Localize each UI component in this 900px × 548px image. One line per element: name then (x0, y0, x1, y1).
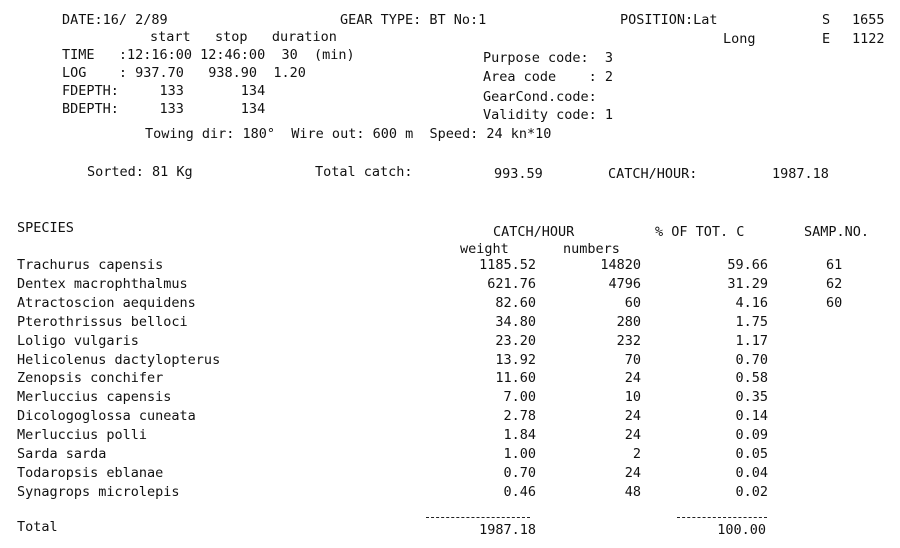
species-header: SPECIES (17, 220, 74, 236)
gear-type-label: GEAR TYPE: BT No:1 (340, 12, 487, 28)
species-name: Todaropsis eblanae (17, 464, 164, 481)
species-percent: 0.14 (735, 408, 768, 425)
species-name: Loligo vulgaris (17, 332, 139, 349)
species-percent: 1.75 (735, 313, 768, 330)
log-row: LOG : 937.70 938.90 1.20 (62, 65, 306, 81)
total-weight: 1987.18 (479, 522, 536, 538)
species-percent: 0.58 (735, 370, 768, 387)
area-code: Area code : 2 (483, 69, 614, 85)
date-label: DATE:16/ 2/89 (62, 12, 168, 28)
species-sample-number: 62 (826, 275, 843, 292)
weight-total-rule (426, 517, 530, 518)
species-weight: 621.76 (487, 275, 536, 292)
species-percent: 31.29 (727, 275, 768, 292)
species-name: Atractoscion aequidens (17, 294, 196, 311)
lat-hemisphere: S (822, 12, 831, 28)
species-name: Dicologoglossa cuneata (17, 408, 196, 425)
species-name: Dentex macrophthalmus (17, 275, 188, 292)
species-weight: 1.84 (503, 427, 536, 444)
species-sample-number: 60 (826, 294, 843, 311)
species-weight: 7.00 (503, 389, 536, 406)
species-weight: 1.00 (503, 446, 536, 462)
catch-per-hour-value: 1987.18 (772, 166, 829, 182)
species-numbers: 24 (624, 408, 641, 425)
species-name: Merluccius capensis (17, 389, 172, 406)
species-weight: 11.60 (495, 370, 536, 387)
species-weight: 2.78 (503, 408, 536, 425)
species-numbers: 48 (624, 483, 641, 500)
total-percent: 100.00 (717, 522, 766, 538)
total-catch-label: Total catch: (315, 164, 413, 180)
numbers-subheader: numbers (563, 241, 620, 257)
catch-per-hour-header: CATCH/HOUR (493, 224, 575, 240)
towing-line: Towing dir: 180° Wire out: 600 m Speed: 24 kn*10 (145, 126, 552, 142)
species-weight: 82.60 (495, 294, 536, 311)
bdepth-row: BDEPTH: 133 134 (62, 101, 266, 117)
weight-subheader: weight (460, 241, 509, 257)
species-numbers: 10 (624, 389, 641, 406)
purpose-code: Purpose code: 3 (483, 50, 614, 66)
species-weight: 34.80 (495, 313, 536, 330)
species-name: Zenopsis conchifer (17, 370, 164, 387)
species-name: Merluccius polli (17, 427, 148, 444)
species-percent: 0.02 (735, 483, 768, 500)
time-row: TIME :12:16:00 12:46:00 30 (min) (62, 47, 355, 63)
species-weight: 0.70 (503, 464, 536, 481)
species-numbers: 14820 (600, 257, 641, 273)
total-row-label: Total (17, 519, 58, 535)
species-numbers: 4796 (608, 275, 641, 292)
species-weight: 13.92 (495, 351, 536, 368)
species-numbers: 2 (632, 446, 641, 462)
species-percent: 0.70 (735, 351, 768, 368)
sorted-weight: Sorted: 81 Kg (87, 164, 193, 180)
species-weight: 0.46 (503, 483, 536, 500)
species-numbers: 60 (624, 294, 641, 311)
species-name: Sarda sarda (17, 446, 107, 462)
species-weight: 1185.52 (479, 257, 536, 273)
species-numbers: 70 (624, 351, 641, 368)
species-numbers: 280 (616, 313, 641, 330)
position-long-label: Long (723, 31, 756, 47)
species-percent: 0.09 (735, 427, 768, 444)
species-percent: 0.04 (735, 464, 768, 481)
position-lat-label: POSITION:Lat (620, 12, 718, 28)
species-name: Helicolenus dactylopterus (17, 351, 221, 368)
percent-total-header: % OF TOT. C (655, 224, 745, 240)
species-numbers: 232 (616, 332, 641, 349)
species-percent: 1.17 (735, 332, 768, 349)
species-name: Trachurus capensis (17, 257, 164, 273)
percent-total-rule (677, 517, 767, 518)
species-percent: 0.05 (735, 446, 768, 462)
total-catch-value: 993.59 (494, 166, 543, 182)
species-percent: 4.16 (735, 294, 768, 311)
lat-value: 1655 (852, 12, 885, 28)
species-weight: 23.20 (495, 332, 536, 349)
species-percent: 0.35 (735, 389, 768, 406)
species-numbers: 24 (624, 370, 641, 387)
species-numbers: 24 (624, 427, 641, 444)
species-percent: 59.66 (727, 257, 768, 273)
catch-per-hour-label: CATCH/HOUR: (608, 166, 698, 182)
species-name: Synagrops microlepis (17, 483, 180, 500)
long-hemisphere: E (822, 31, 831, 47)
fdepth-row: FDEPTH: 133 134 (62, 83, 266, 99)
long-value: 1122 (852, 31, 885, 47)
sample-number-header: SAMP.NO. (804, 224, 870, 240)
species-name: Pterothrissus belloci (17, 313, 188, 330)
species-numbers: 24 (624, 464, 641, 481)
validity-code: Validity code: 1 (483, 107, 614, 123)
time-column-heads: start stop duration (150, 29, 337, 45)
gear-condition-code: GearCond.code: (483, 89, 597, 105)
species-sample-number: 61 (826, 257, 843, 273)
